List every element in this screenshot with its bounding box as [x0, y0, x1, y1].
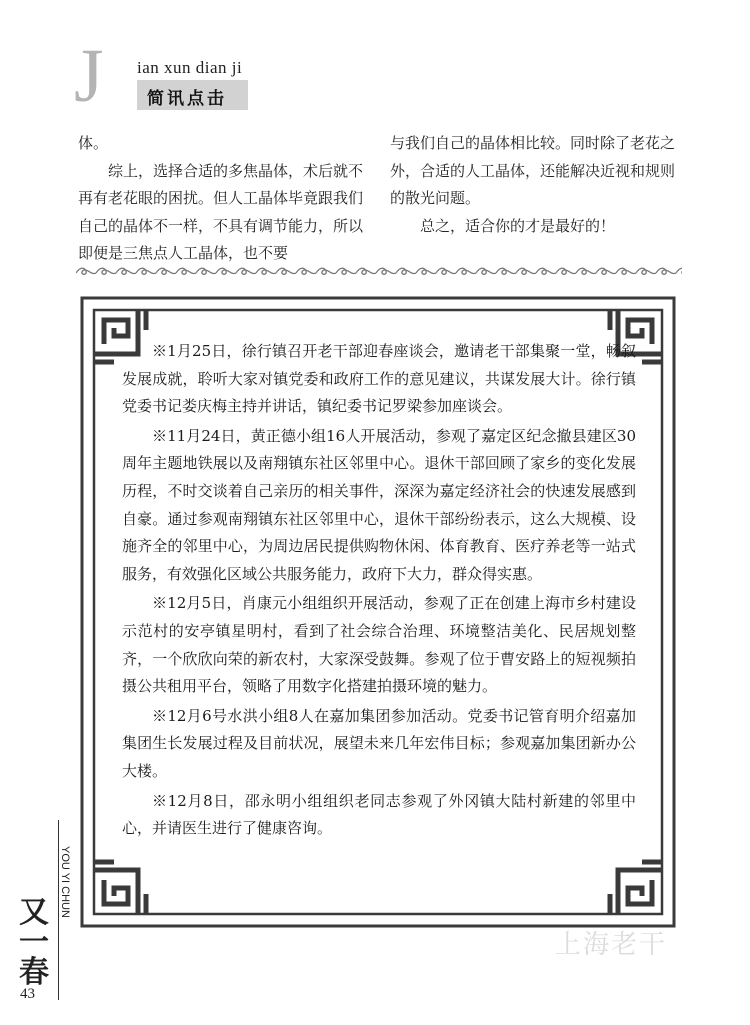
news-item: ※11月24日，黄正德小组16人开展活动，参观了嘉定区纪念撤县建区30周年主题地铁展以及南翔镇东社区邻里中心。退休干部回顾了家乡的变化发展历程，不时交谈着自己亲历的相关事件，深深为嘉定经济社会的快速发展感到自豪。通过参观南翔镇东社区邻里中心，退休干部纷纷表示，这么大规模、设施齐全的邻里中心，为周边居民提供购物休闲、体育教育、医疗养老等一站式服务，有效强化区域公共服务能力，政府下大力，群众得实惠。 [122, 426, 636, 583]
article-paragraph: 综上，选择合适的多焦晶体，术后就不再有老花眼的困扰。但人工晶体毕竟跟我们自己的晶体不一样，不具有调节能力，所以即便是三焦点人工晶体，也不要 [78, 161, 364, 262]
corner-ornament-bottom-right [610, 862, 662, 914]
news-item: ※12月8日，邵永明小组组织老同志参观了外冈镇大陆村新建的邻里中心，并请医生进行了健康咨询。 [122, 791, 636, 838]
article-paragraph: 总之，适合你的才是最好的！ [420, 216, 616, 235]
page-number: 43 [20, 986, 35, 1002]
news-item: ※1月25日，徐行镇召开老干部迎春座谈会，邀请老干部集聚一堂，畅叙发展成就，聆听大家对镇党委和政府工作的意见建议，共谋发展大计。徐行镇党委书记娄庆梅主持并讲话，镇纪委书记罗梁参加座谈会。 [122, 342, 636, 416]
wave-divider [76, 264, 682, 278]
magazine-name: 又一春 [19, 895, 49, 990]
news-item: ※12月6号水洪小组8人在嘉加集团参加活动。党委书记管育明介绍嘉加集团生长发展过程及目前状况，展望未来几年宏伟目标；参观嘉加集团新办公大楼。 [122, 706, 636, 780]
corner-ornament-bottom-left [94, 862, 146, 914]
section-initial-letter: J [74, 34, 104, 118]
news-item: ※12月5日，肖康元小组组织开展活动，参观了正在创建上海市乡村建设示范村的安亭镇星明村，看到了社会综合治理、环境整洁美化、民居规划整齐，一个欣欣向荣的新农村，大家深受鼓舞。参观了位于曹安路上的短视频拍摄公共租用平台，领略了用数字化搭建拍摄环境的魅力。 [122, 594, 636, 696]
magazine-pinyin: YOU YI CHUN [59, 846, 71, 918]
article-paragraph: 与我们自己的晶体相比较。同时除了老花之外，合适的人工晶体，还能解决近视和规则的散光问题。 [390, 134, 676, 207]
news-briefs [122, 338, 636, 845]
article-left-column [78, 130, 368, 268]
watermark: 上海老干 [555, 930, 668, 960]
section-pinyin: ian xun dian ji [137, 58, 243, 77]
section-title: 简讯点击 [147, 89, 227, 109]
article-right-column [390, 130, 682, 240]
article-paragraph: 体。 [78, 134, 109, 152]
